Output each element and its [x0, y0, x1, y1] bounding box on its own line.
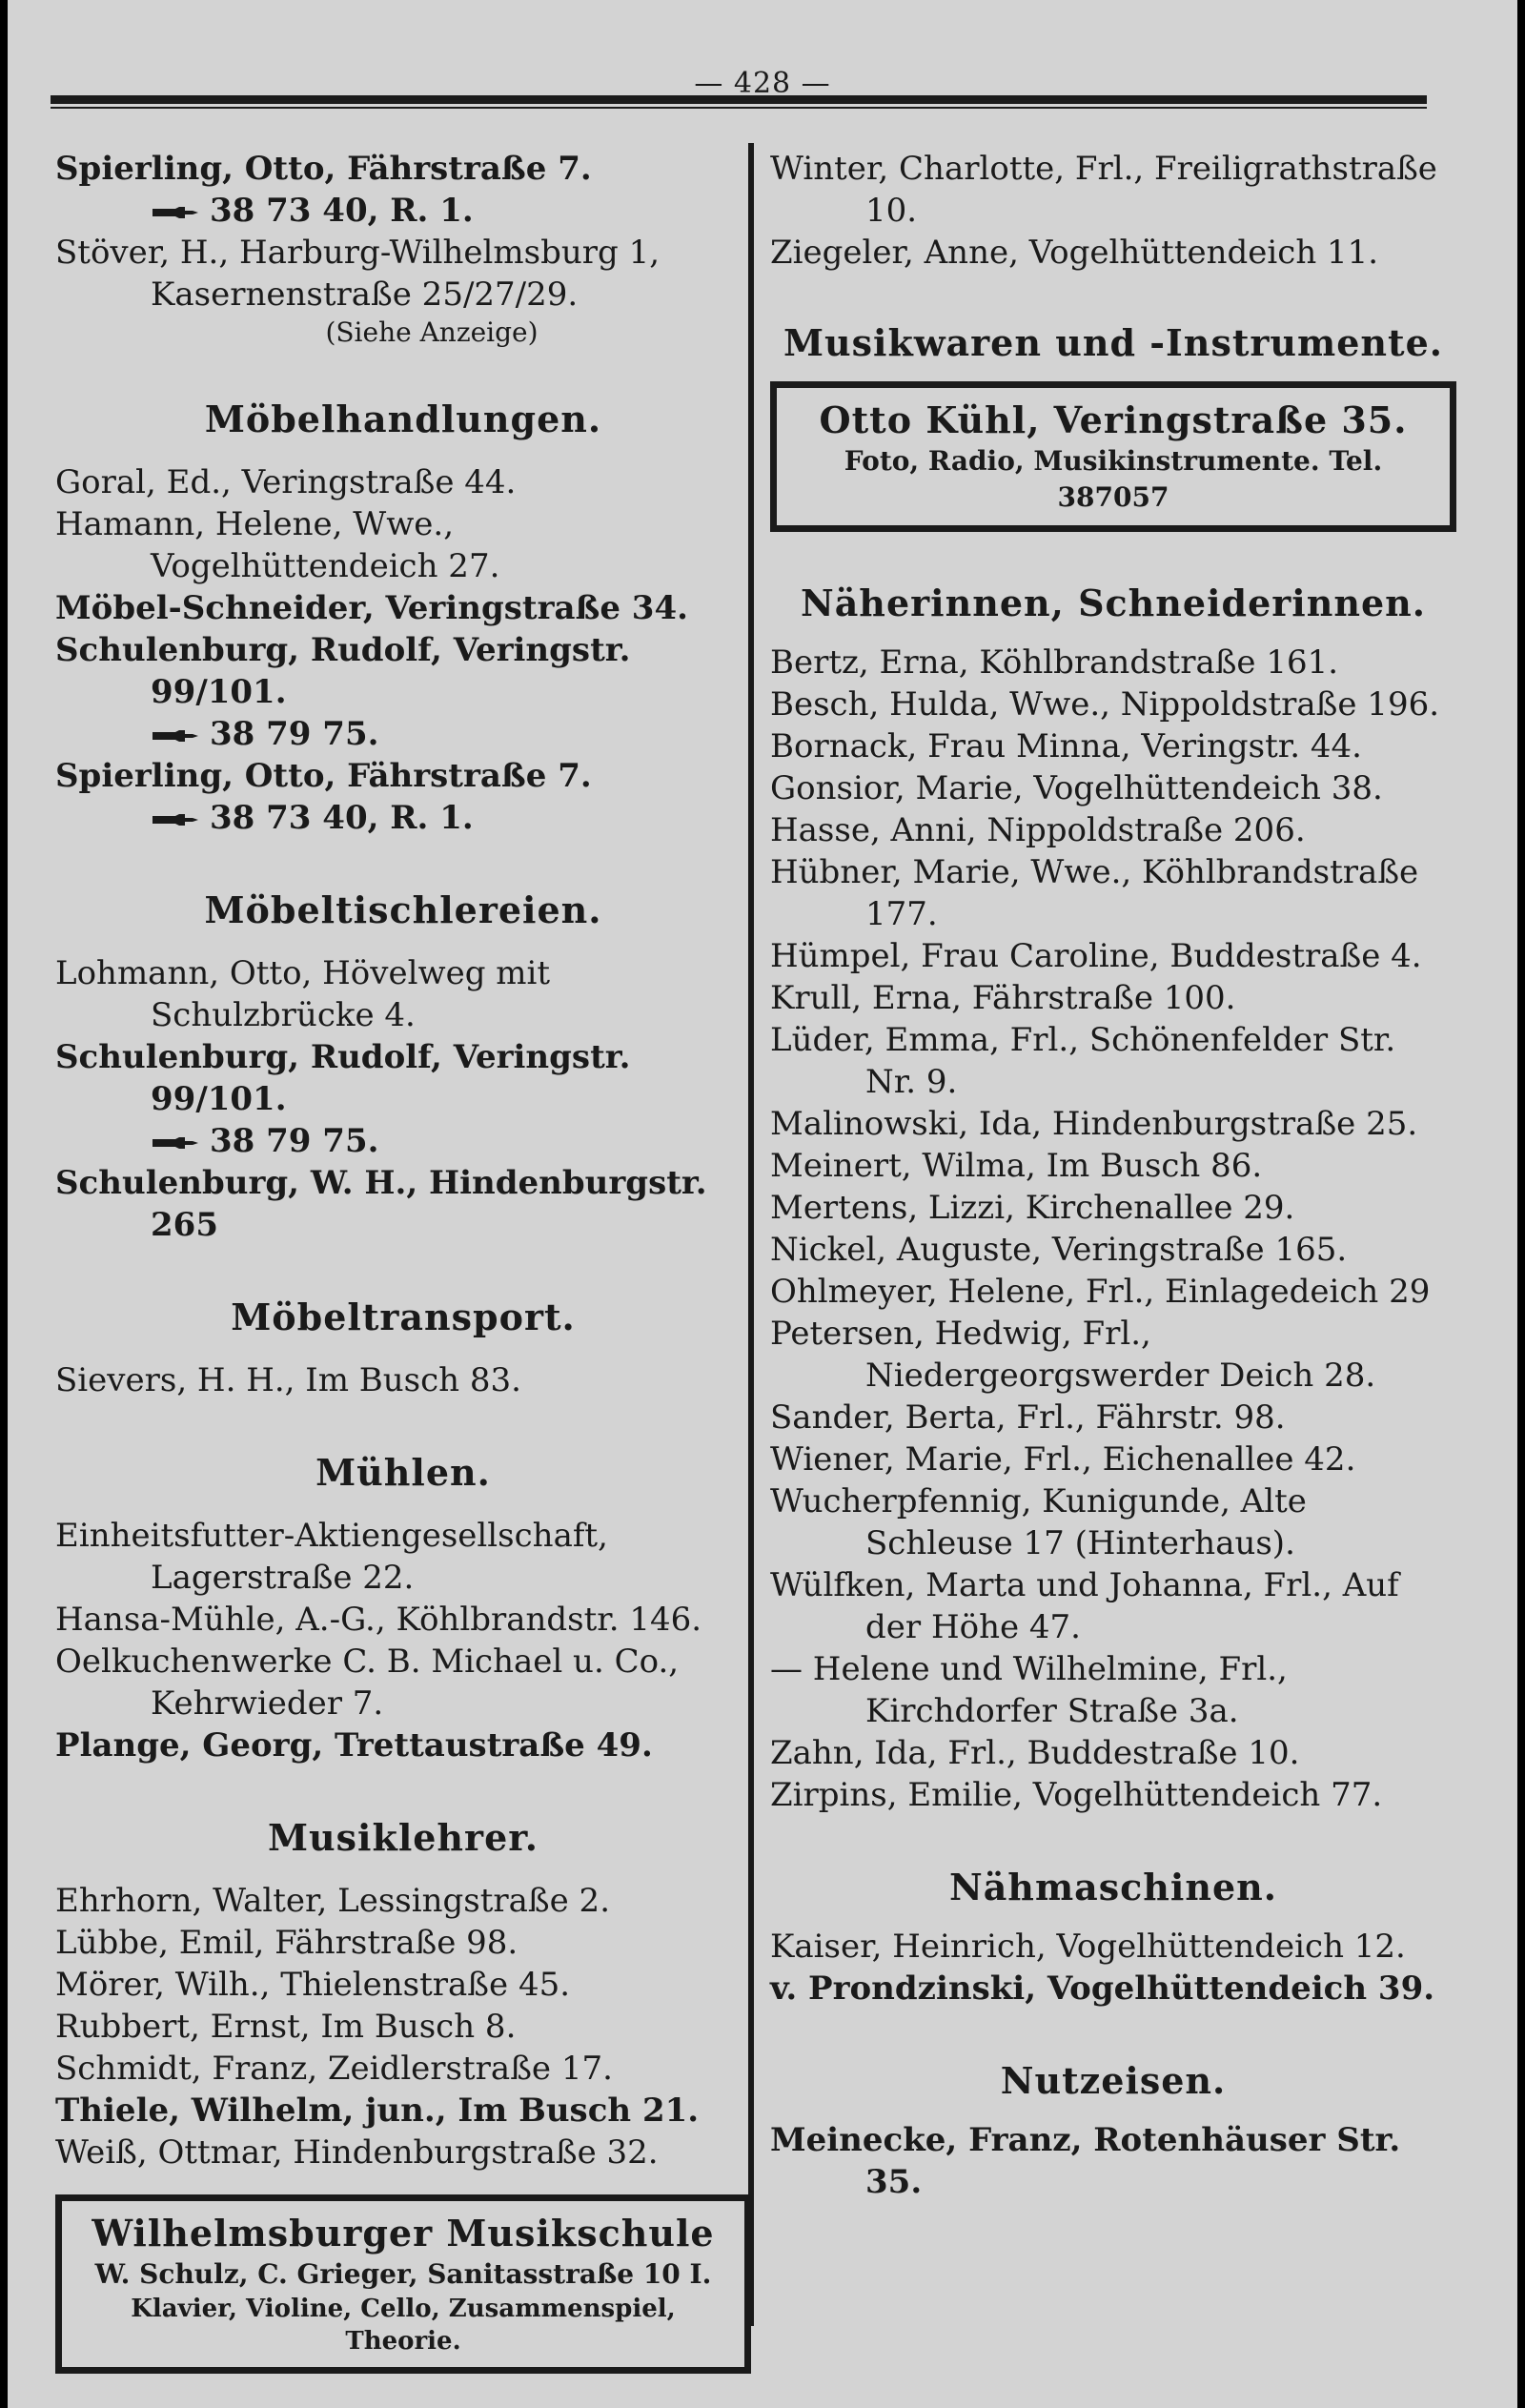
directory-entry: Ziegeler, Anne, Vogelhüttendeich 11.: [770, 234, 1379, 272]
spacer: [770, 624, 1456, 642]
left-column: [55, 148, 751, 2374]
telephone-number: 38 79 75.: [210, 715, 379, 753]
telephone-number: 38 79 75.: [210, 1122, 379, 1160]
spacer: [770, 2010, 1456, 2059]
directory-entry: Plange, Georg, Trettaustraße 49.: [55, 1726, 653, 1765]
spacer: [55, 839, 751, 888]
spacer: [770, 274, 1456, 321]
section-heading: Möbeltischlereien.: [204, 888, 602, 931]
directory-entry: Zirpins, Emilie, Vogelhüttendeich 77.: [770, 1776, 1383, 1814]
directory-entry: Hansa-Mühle, A.-G., Köhlbrandstr. 146.: [55, 1601, 702, 1639]
directory-entry: Weiß, Ottmar, Hindenburgstraße 32.: [55, 2133, 659, 2172]
directory-entry: Schulenburg, Rudolf, Veringstr. 99/101.: [55, 1038, 631, 1118]
section-heading: Nutzeisen.: [1000, 2059, 1227, 2102]
directory-entry: Einheitsfutter-Aktiengesellschaft, Lagerstraße 22.: [55, 1517, 608, 1597]
directory-entry: Sander, Berta, Frl., Fährstr. 98.: [770, 1398, 1286, 1437]
directory-entry: Mörer, Wilh., Thielenstraße 45.: [55, 1966, 571, 2004]
directory-entry: Ehrhorn, Walter, Lessingstraße 2.: [55, 1882, 611, 1920]
right-column: [770, 148, 1456, 2253]
note: (Siehe Anzeige): [325, 316, 539, 348]
section-heading: Mühlen.: [315, 1451, 491, 1494]
directory-entry: Nickel, Auguste, Veringstraße 165.: [770, 1231, 1348, 1269]
telephone-number: 38 73 40, R. 1.: [210, 799, 474, 837]
directory-entry: Lüder, Emma, Frl., Schönenfelder Str. Nr. 9.: [770, 1021, 1396, 1101]
directory-entry: Wülfken, Marta und Johanna, Frl., Auf der Höhe 47.: [770, 1566, 1399, 1646]
directory-entry: Hasse, Anni, Nippoldstraße 206.: [770, 811, 1306, 849]
spacer: [55, 931, 751, 952]
ad-line: W. Schulz, C. Grieger, Sanitasstraße 10 I.: [94, 2258, 712, 2290]
directory-entry: Mertens, Lizzi, Kirchenallee 29.: [770, 1189, 1295, 1227]
ad-line: Foto, Radio, Musikinstrumente. Tel. 387057: [844, 445, 1383, 513]
ad-line: Klavier, Violine, Cello, Zusammenspiel, Theorie.: [131, 2295, 676, 2356]
spacer: [55, 440, 751, 461]
ad-line: Otto Kühl, Veringstraße 35.: [819, 398, 1408, 441]
directory-entry: v. Prondzinski, Vogelhüttendeich 39.: [770, 1969, 1435, 2008]
section-heading: Näherinnen, Schneiderinnen.: [800, 582, 1427, 624]
telephone-icon: [151, 1136, 200, 1150]
ad-line: Wilhelmsburger Musikschule: [92, 2212, 715, 2255]
directory-entry: Spierling, Otto, Fährstraße 7.: [55, 757, 592, 795]
spacer: [55, 1246, 751, 1296]
directory-entry: Krull, Erna, Fährstraße 100.: [770, 979, 1236, 1017]
spacer: [770, 2203, 1456, 2253]
music-store-ad: [770, 381, 1456, 532]
section-heading: Nähmaschinen.: [948, 1866, 1278, 1908]
directory-entry: Bertz, Erna, Köhlbrandstraße 161.: [770, 643, 1339, 682]
directory-entry: Petersen, Hedwig, Frl., Niedergeorgswerder Deich 28.: [770, 1315, 1376, 1395]
spacer: [55, 1401, 751, 1451]
directory-entry: Thiele, Wilhelm, jun., Im Busch 21.: [55, 2092, 700, 2130]
directory-entry: Goral, Ed., Veringstraße 44.: [55, 463, 517, 501]
directory-entry: Kaiser, Heinrich, Vogelhüttendeich 12.: [770, 1928, 1406, 1966]
directory-entry: Oelkuchenwerke C. B. Michael u. Co., Kehrwieder 7.: [55, 1643, 680, 1723]
spacer: [55, 1494, 751, 1515]
directory-entry: Bornack, Frau Minna, Veringstr. 44.: [770, 727, 1362, 765]
telephone-icon: [151, 206, 200, 219]
directory-entry: Lübbe, Emil, Fährstraße 98.: [55, 1924, 518, 1962]
directory-entry: Spierling, Otto, Fährstraße 7.: [55, 150, 592, 188]
directory-page: [8, 0, 1517, 2408]
directory-entry: Meinecke, Franz, Rotenhäuser Str. 35.: [770, 2121, 1401, 2201]
directory-entry: Rubbert, Ernst, Im Busch 8.: [55, 2008, 517, 2046]
directory-entry: Meinert, Wilma, Im Busch 86.: [770, 1147, 1263, 1185]
directory-entry: Besch, Hulda, Wwe., Nippoldstraße 196.: [770, 685, 1440, 724]
spacer: [55, 350, 751, 398]
directory-entry: Sievers, H. H., Im Busch 83.: [55, 1361, 521, 1399]
directory-entry: Hübner, Marie, Wwe., Köhlbrandstraße 177.: [770, 853, 1419, 933]
telephone-number: 38 73 40, R. 1.: [210, 192, 474, 230]
top-rule: [51, 95, 1427, 109]
telephone-icon: [151, 729, 200, 743]
spacer: [770, 364, 1456, 381]
telephone-icon: [151, 813, 200, 826]
directory-entry: Wiener, Marie, Frl., Eichenallee 42.: [770, 1440, 1356, 1479]
directory-entry: Winter, Charlotte, Frl., Freiligrathstraße 10.: [770, 150, 1437, 230]
telephone-line: [55, 190, 751, 232]
section-heading: Möbeltransport.: [231, 1296, 576, 1338]
spacer: [55, 1338, 751, 1359]
music-school-ad: [55, 2194, 751, 2374]
spacer: [770, 2102, 1456, 2119]
directory-entry: Schulenburg, W. H., Hindenburgstr. 265: [55, 1164, 707, 1244]
directory-entry: — Helene und Wilhelmine, Frl., Kirchdorfer Straße 3a.: [770, 1650, 1288, 1730]
telephone-line: [55, 797, 751, 839]
page-number: — 428 —: [694, 67, 831, 100]
directory-entry: Lohmann, Otto, Hövelweg mit Schulzbrücke 4.: [55, 954, 551, 1034]
directory-entry: Stöver, H., Harburg-Wilhelmsburg 1, Kasernenstraße 25/27/29.: [55, 234, 661, 314]
spacer: [770, 1908, 1456, 1926]
section-heading: Musikwaren und -Instrumente.: [783, 321, 1444, 364]
section-heading: Musiklehrer.: [267, 1816, 539, 1859]
directory-entry: Ohlmeyer, Helene, Frl., Einlagedeich 29: [770, 1273, 1431, 1311]
directory-entry: Möbel-Schneider, Veringstraße 34.: [55, 589, 688, 627]
directory-entry: Hamann, Helene, Wwe., Vogelhüttendeich 27.: [55, 505, 500, 585]
directory-entry: Hümpel, Frau Caroline, Buddestraße 4.: [770, 937, 1422, 975]
spacer: [55, 1859, 751, 1880]
telephone-line: [55, 713, 751, 755]
section-heading: Möbelhandlungen.: [204, 398, 602, 440]
directory-entry: Wucherpfennig, Kunigunde, Alte Schleuse 17 (Hinterhaus).: [770, 1482, 1307, 1562]
directory-entry: Schmidt, Franz, Zeidlerstraße 17.: [55, 2050, 613, 2088]
directory-entry: Malinowski, Ida, Hindenburgstraße 25.: [770, 1105, 1418, 1143]
spacer: [55, 1766, 751, 1816]
directory-entry: Gonsior, Marie, Vogelhüttendeich 38.: [770, 769, 1383, 807]
telephone-line: [55, 1120, 751, 1162]
spacer: [770, 532, 1456, 582]
directory-entry: Zahn, Ida, Frl., Buddestraße 10.: [770, 1734, 1300, 1772]
directory-entry: Schulenburg, Rudolf, Veringstr. 99/101.: [55, 631, 631, 711]
spacer: [770, 1816, 1456, 1866]
